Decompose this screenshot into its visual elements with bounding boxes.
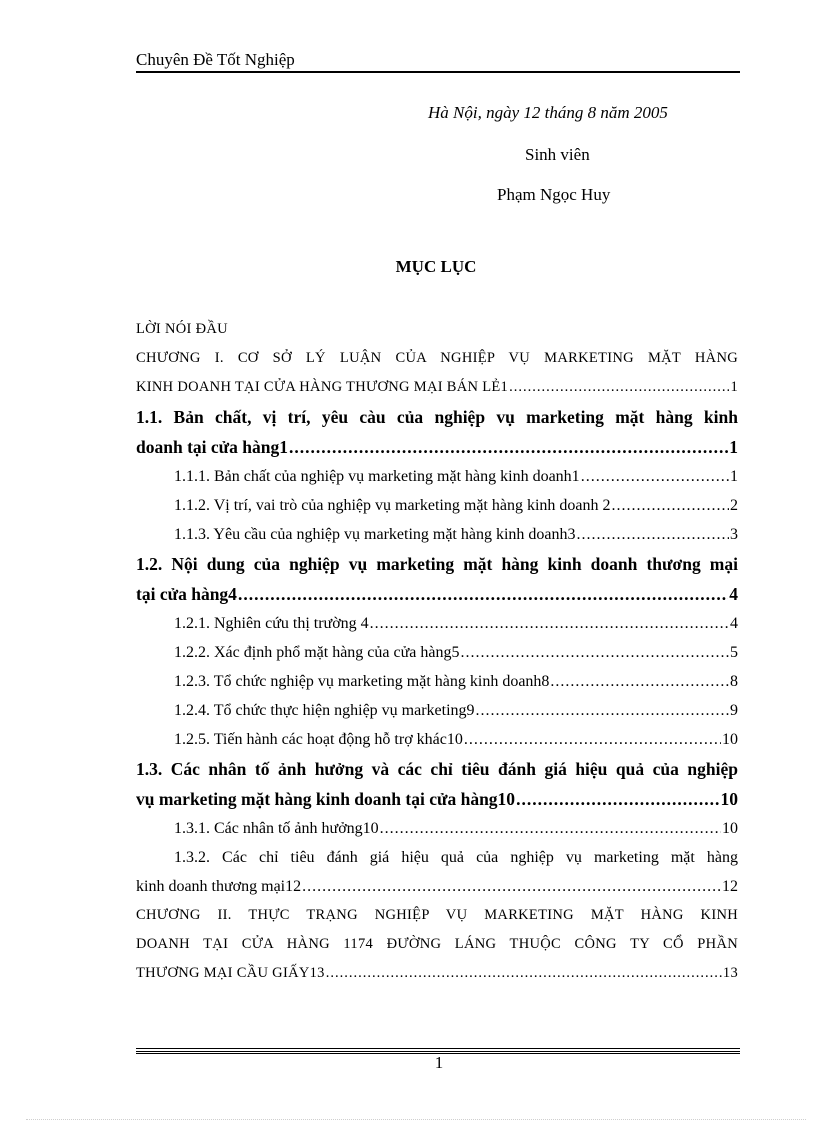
- toc-entry-1-1[interactable]: [136, 402, 738, 462]
- toc-entry-text: 1.3. Các nhân tố ảnh hưởng và các chỉ tiêu đánh giá hiệu quả của nghiệp: [136, 759, 738, 779]
- toc-leader: [370, 609, 729, 638]
- toc-entry-preface[interactable]: [136, 315, 738, 344]
- toc-entry-1-1-3[interactable]: [136, 520, 738, 549]
- toc-entry-1-2-5[interactable]: [136, 725, 738, 754]
- toc-entry-text: 1.2.2. Xác định phổ mặt hàng của cửa hàng5: [174, 644, 460, 661]
- toc-leader: [476, 696, 729, 725]
- page-number: 1: [434, 1053, 444, 1072]
- toc-entry-1-2-1[interactable]: [136, 609, 738, 638]
- toc-page-number: 9: [730, 702, 738, 719]
- toc-entry-1-2[interactable]: [136, 549, 738, 609]
- toc-entry-1-3-1[interactable]: [136, 814, 738, 843]
- toc-entry-text: tại cửa hàng4: [136, 584, 237, 604]
- toc-entry-text: CHƯƠNG I. CƠ SỞ LÝ LUẬN CỦA NGHIỆP VỤ MARKETING MẶT HÀNG: [136, 350, 738, 366]
- toc-page-number: 3: [730, 526, 738, 543]
- toc-entry-1-2-4[interactable]: [136, 696, 738, 725]
- toc-entry-text: 1.2. Nội dung của nghiệp vụ marketing mặt hàng kinh doanh thương mại: [136, 554, 738, 574]
- page-edge: [26, 1119, 806, 1120]
- toc-entry-1-1-1[interactable]: [136, 462, 738, 491]
- toc-page-number: 10: [720, 789, 738, 809]
- toc-entry-text: 1.2.4. Tổ chức thực hiện nghiệp vụ marketing9: [174, 702, 475, 719]
- toc-entry-text: 1.1.1. Bản chất của nghiệp vụ marketing mặt hàng kinh doanh1: [174, 468, 580, 485]
- toc-leader: [581, 462, 729, 491]
- toc-page-number: 10: [722, 731, 738, 748]
- toc-page-number: 1: [730, 468, 738, 485]
- toc-entry-1-1-2[interactable]: [136, 491, 738, 520]
- toc-entry-text: 1.1. Bản chất, vị trí, yêu càu của nghiệp vụ marketing mặt hàng kinh: [136, 407, 738, 427]
- toc-title: MỤC LỤC: [395, 257, 477, 276]
- running-header: [136, 49, 740, 73]
- toc-entry-text: THƯƠNG MẠI CẦU GIẤY13: [136, 965, 325, 981]
- toc-entry-text: 1.2.5. Tiến hành các hoạt động hỗ trợ khác10: [174, 731, 463, 748]
- toc-leader: [326, 959, 722, 988]
- toc-page-number: 1: [729, 437, 738, 457]
- toc-entry-text: 1.3.1. Các nhân tố ảnh hưởng10: [174, 820, 379, 837]
- toc-entry-1-2-2[interactable]: [136, 638, 738, 667]
- toc-page-number: 8: [730, 673, 738, 690]
- toc-page-number: 4: [729, 584, 738, 604]
- toc-leader: [380, 814, 721, 843]
- signature-date: Hà Nội, ngày 12 tháng 8 năm 2005: [428, 103, 668, 122]
- toc-leader: [289, 432, 728, 462]
- toc-leader: [516, 784, 719, 814]
- footer-divider: [136, 1048, 740, 1052]
- toc-entry-text: vụ marketing mặt hàng kinh doanh tại cửa hàng10: [136, 789, 516, 809]
- toc-entry-chapter-2[interactable]: [136, 901, 738, 988]
- toc-entry-1-3[interactable]: [136, 754, 738, 814]
- toc-leader: [577, 520, 729, 549]
- toc-page-number: 10: [722, 820, 738, 837]
- signature-name: Phạm Ngọc Huy: [497, 185, 611, 204]
- toc-entry-1-3-2[interactable]: [136, 843, 738, 901]
- toc-page-number: 4: [730, 615, 738, 632]
- toc-entry-text: 1.1.3. Yêu cầu của nghiệp vụ marketing mặt hàng kinh doanh3: [174, 526, 576, 543]
- toc-page-number: 1: [730, 379, 738, 395]
- toc-leader: [238, 579, 728, 609]
- toc-page-number: 5: [730, 644, 738, 661]
- toc-page-number: 13: [722, 965, 738, 981]
- toc-entry-text: 1.2.3. Tổ chức nghiệp vụ marketing mặt hàng kinh doanh8: [174, 673, 550, 690]
- toc-entry-chapter-1[interactable]: [136, 344, 738, 402]
- toc-leader: [464, 725, 721, 754]
- toc-entry-text: 1.2.1. Nghiên cứu thị trường 4: [174, 615, 369, 632]
- table-of-contents: [136, 315, 738, 988]
- toc-entry-text: 1.1.2. Vị trí, vai trò của nghiệp vụ marketing mặt hàng kinh doanh 2: [174, 497, 611, 514]
- signature-role: Sinh viên: [525, 145, 590, 164]
- toc-page-number: 12: [722, 878, 738, 895]
- toc-page-number: 2: [730, 497, 738, 514]
- toc-entry-1-2-3[interactable]: [136, 667, 738, 696]
- toc-leader: [302, 872, 721, 901]
- toc-leader: [550, 667, 729, 696]
- toc-leader: [509, 373, 729, 402]
- toc-leader: [460, 638, 729, 667]
- header-title: Chuyên Đề Tốt Nghiệp: [136, 50, 295, 69]
- toc-entry-text: 1.3.2. Các chỉ tiêu đánh giá hiệu quả của nghiệp vụ marketing mặt hàng: [174, 849, 738, 866]
- toc-entry-text: doanh tại cửa hàng1: [136, 437, 288, 457]
- toc-entry-text: LỜI NÓI ĐẦU: [136, 321, 228, 337]
- toc-entry-text: KINH DOANH TẠI CỬA HÀNG THƯƠNG MẠI BÁN LẺ1: [136, 379, 509, 395]
- toc-leader: [612, 491, 729, 520]
- toc-entry-text: CHƯƠNG II. THỰC TRẠNG NGHIỆP VỤ MARKETING MẶT HÀNG KINH: [136, 907, 738, 923]
- toc-entry-text: kinh doanh thương mại12: [136, 878, 302, 895]
- toc-entry-text: DOANH TẠI CỬA HÀNG 1174 ĐƯỜNG LÁNG THUỘC CÔNG TY CỔ PHẦN: [136, 936, 738, 952]
